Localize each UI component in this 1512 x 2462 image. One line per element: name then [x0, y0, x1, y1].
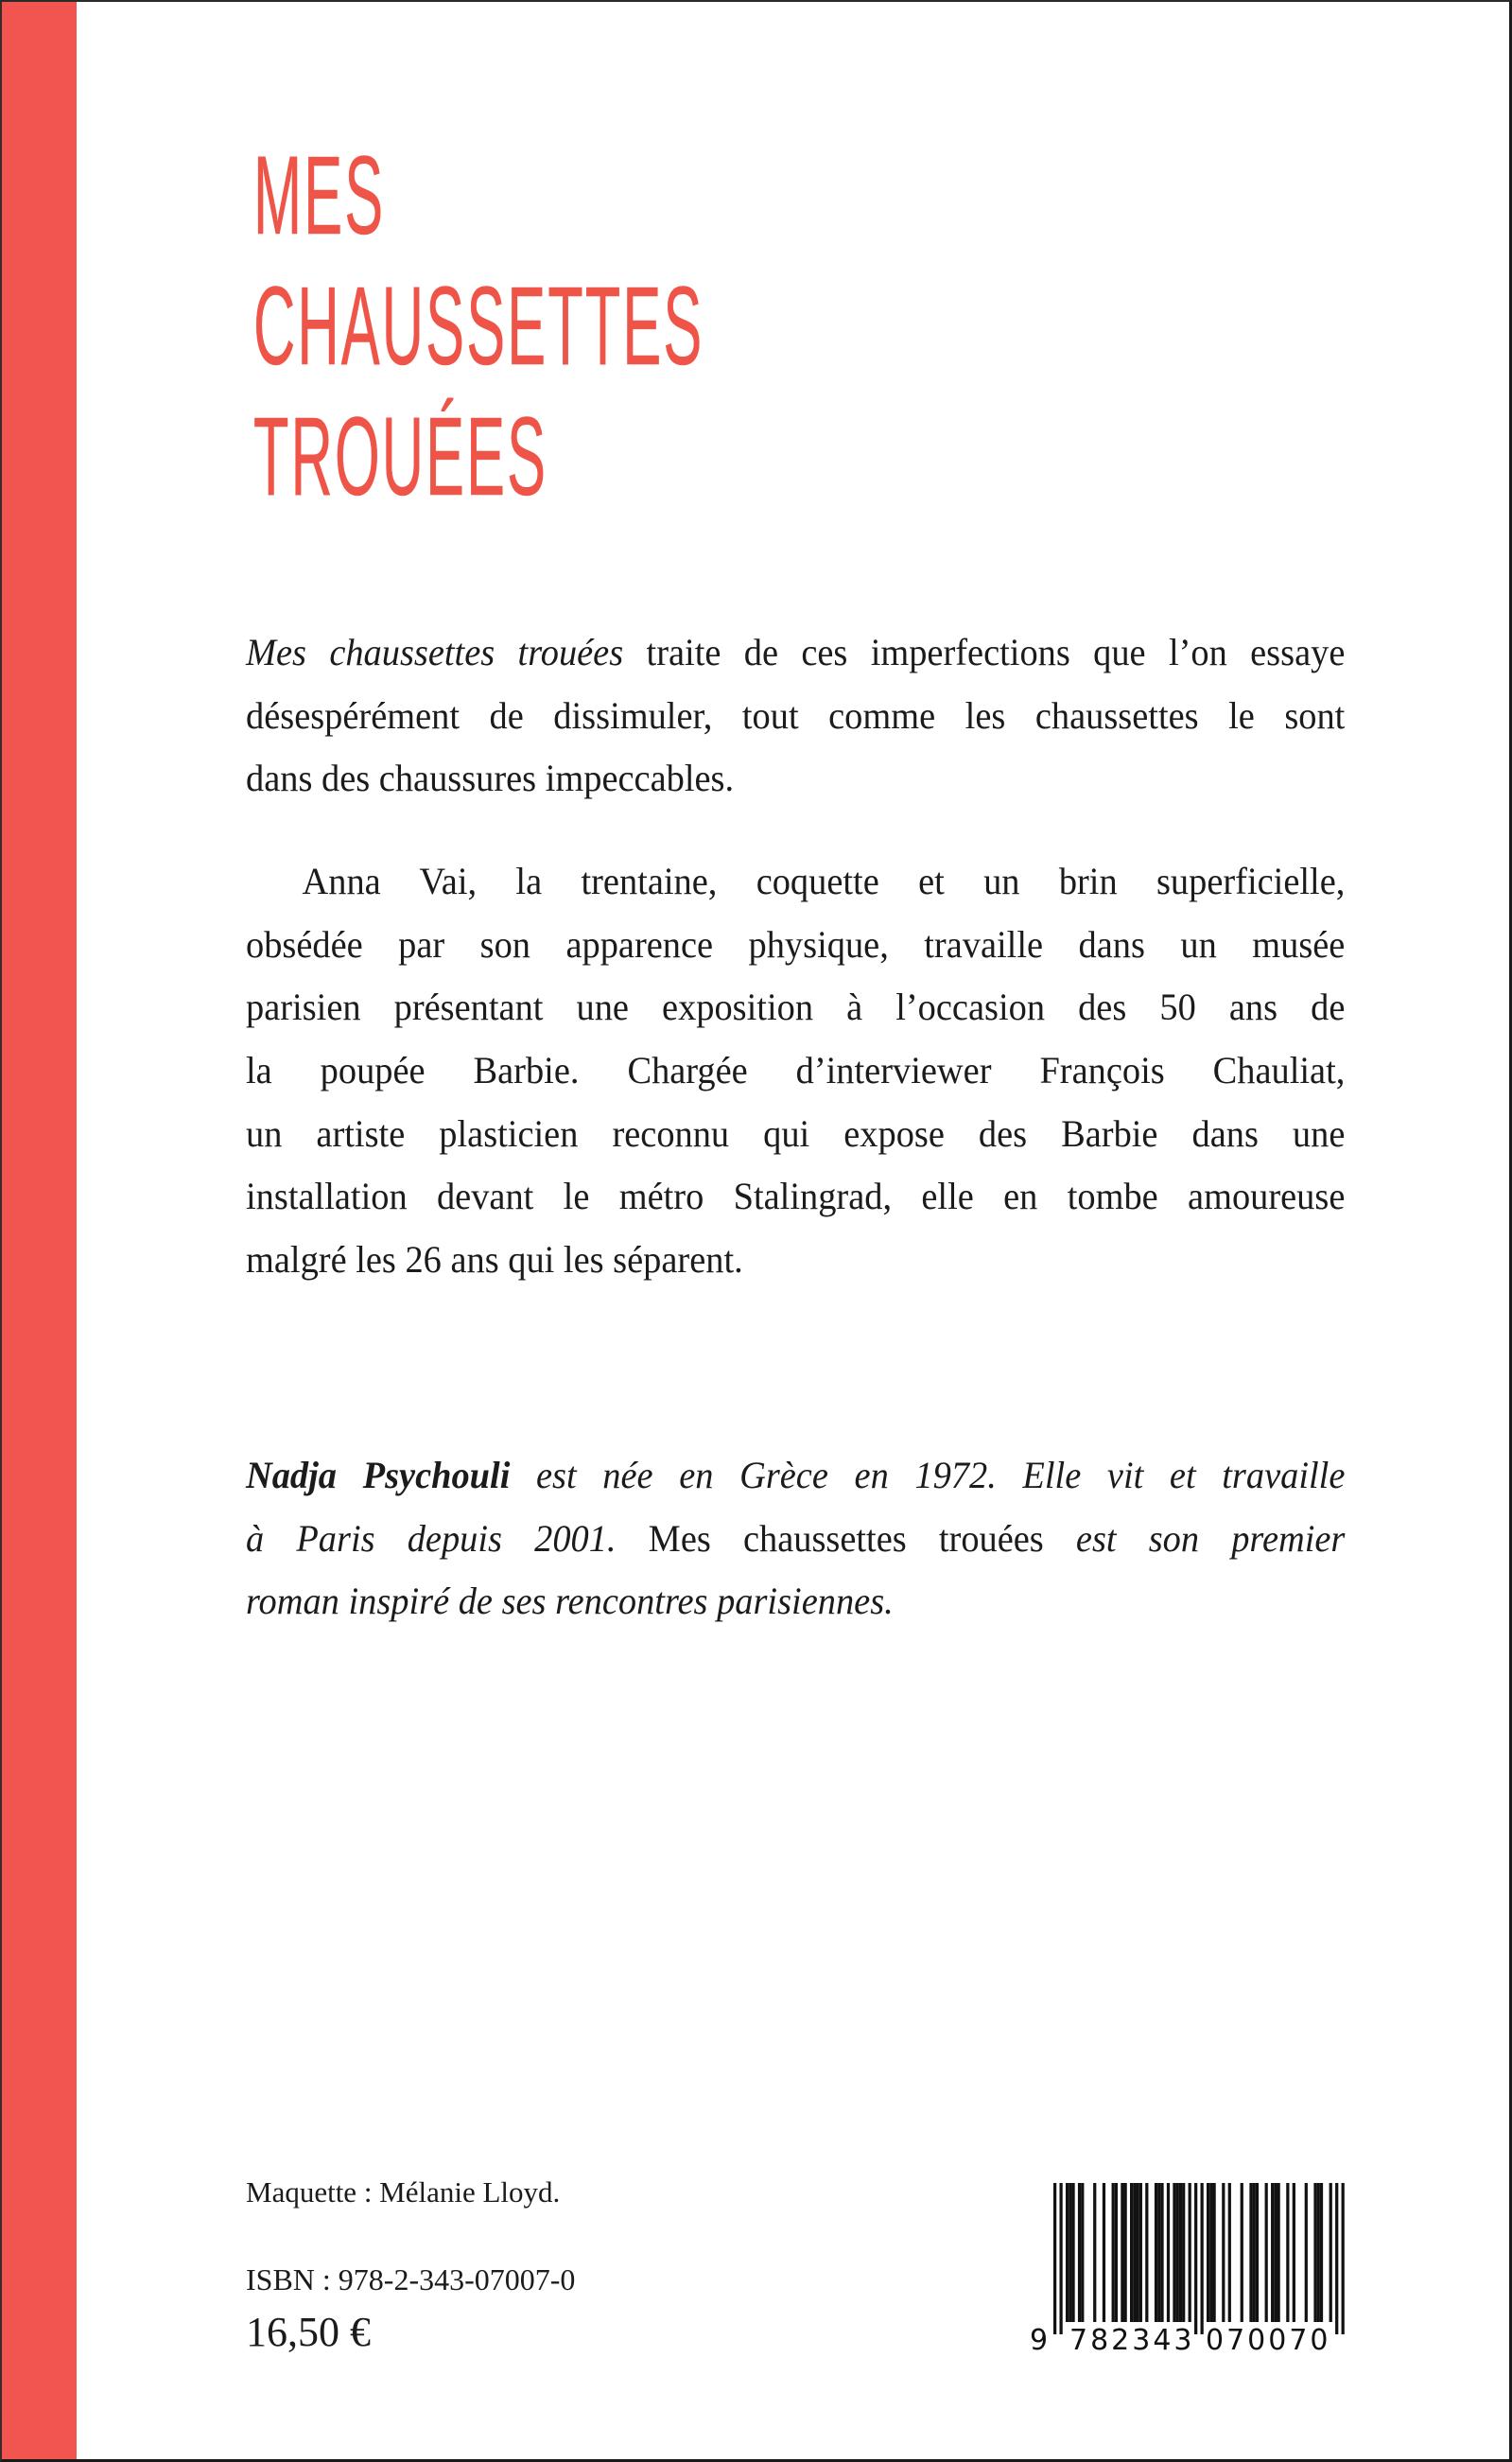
- red-accent-band: [2, 2, 77, 2459]
- bio-line: [246, 1444, 1345, 1508]
- blurb-line: installation devant le métro Stalingrad, elle en tombe amoureuse: [246, 1175, 1346, 1218]
- blurb-line: Anna Vai, la trentaine, coquette et un brin superficielle,: [302, 860, 1346, 902]
- barcode-right-digits: 070070: [1206, 2324, 1331, 2357]
- title-line-2: CHAUSSETTES: [253, 264, 704, 389]
- blurb-line: parisien présentant une exposition à l’occasion des 50 ans de: [246, 986, 1346, 1029]
- blurb-line: dans des chaussures impeccables.: [246, 757, 735, 800]
- barcode-left-digits: 782343: [1069, 2324, 1195, 2357]
- bio-line: [246, 1508, 1345, 1571]
- blurb-line: malgré les 26 ans qui les séparent.: [246, 1238, 743, 1282]
- design-credit: Maquette : Mélanie Lloyd.: [246, 2175, 561, 2209]
- bio-text: à Paris depuis 2001.: [246, 1516, 649, 1560]
- bio-text: est son premier: [1043, 1516, 1346, 1560]
- bio-text: est née en Grèce en 1972. Elle vit et travaille: [510, 1454, 1346, 1496]
- blurb-line-text: traite de ces imperfections que l’on essaye: [623, 631, 1346, 673]
- barcode-lead-digit: 9: [1030, 2324, 1049, 2357]
- book-title: [253, 131, 1120, 522]
- blurb-line: la poupée Barbie. Chargée d’interviewer François Chauliat,: [246, 1049, 1346, 1092]
- book-title-italic: Mes chaussettes trouées: [246, 631, 624, 673]
- book-title-roman: Mes chaussettes trouées: [648, 1516, 1044, 1560]
- blurb-line: obsédée par son apparence physique, travaille dans un musée: [246, 922, 1346, 966]
- isbn-barcode: [1028, 2183, 1354, 2363]
- title-line-1: MES: [253, 133, 386, 258]
- blurb-line: un artiste plasticien reconnu qui expose des Barbie dans une: [246, 1111, 1346, 1155]
- title-line-3: TROUÉES: [253, 394, 548, 519]
- isbn: ISBN : 978-2-343-07007-0: [246, 2262, 576, 2296]
- bio-text: roman inspiré de ses rencontres parisiennes.: [246, 1580, 894, 1623]
- blurb-paragraph-2: [246, 850, 1345, 1292]
- blurb-line: [246, 621, 1345, 685]
- blurb-line: désespérément de dissimuler, tout comme les chaussettes le sont: [246, 693, 1346, 737]
- author-bio: [246, 1444, 1345, 1633]
- blurb-paragraph-1: [246, 621, 1345, 811]
- bio-line: [246, 1570, 1345, 1633]
- price: 16,50 €: [246, 2309, 371, 2355]
- author-name: Nadja Psychouli: [246, 1454, 511, 1496]
- barcode-icon: [1028, 2183, 1354, 2363]
